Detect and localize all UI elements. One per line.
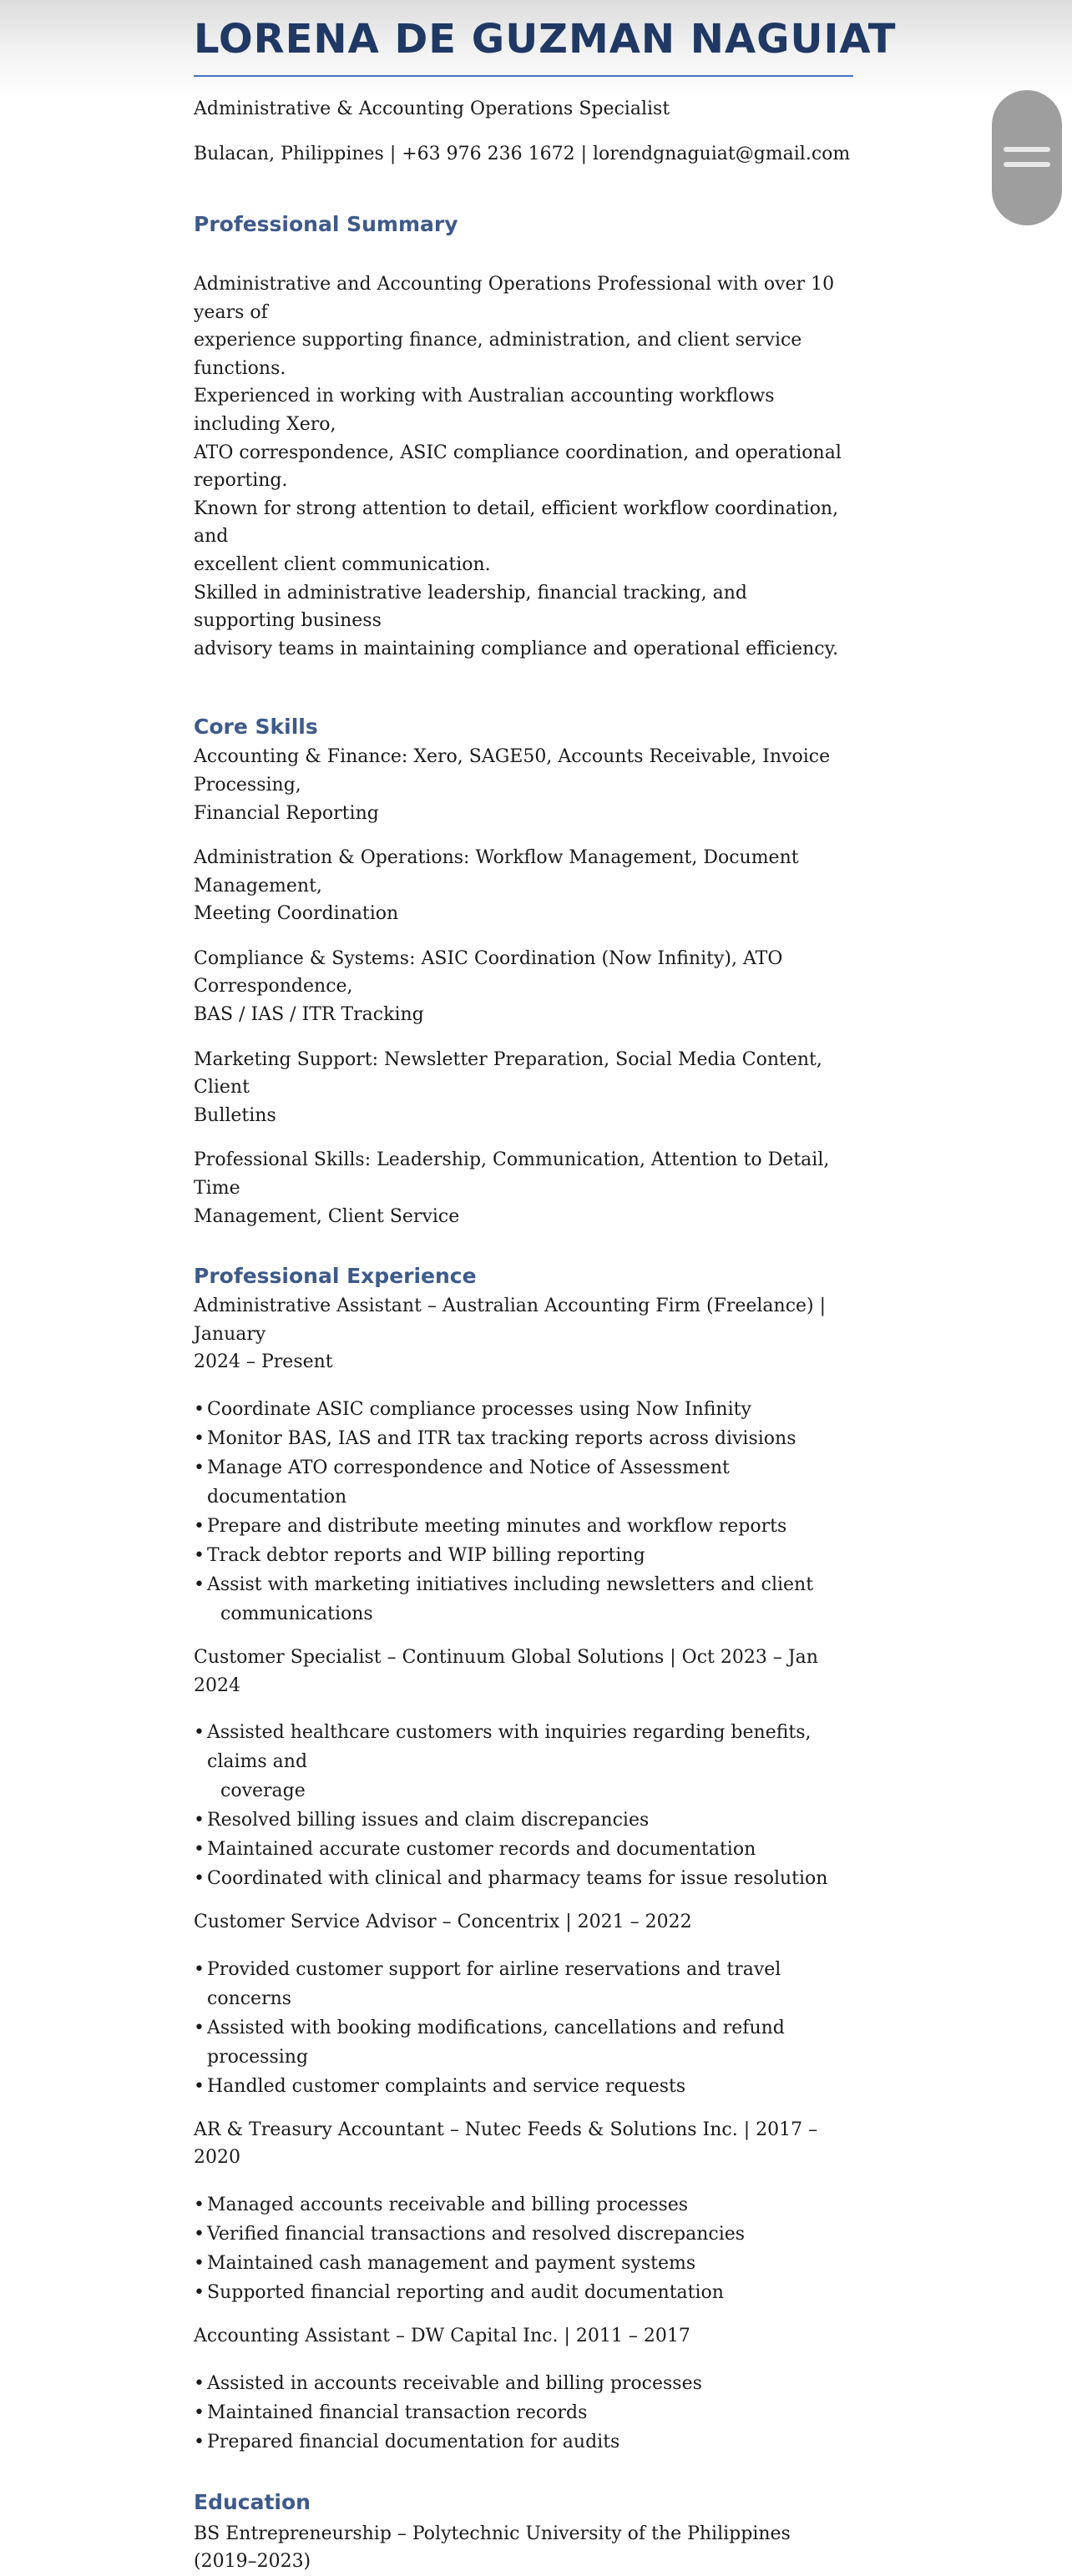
bullet-text: Managed accounts receivable and billing processes [207,2194,689,2215]
contact-info: Bulacan, Philippines | +63 976 236 1672 | lorendgnaguiat@gmail.com [194,144,851,164]
bullet-item [194,1424,853,1453]
bullet-item [194,2249,853,2278]
bullet-icon: • [194,2372,205,2394]
experience-heading: Professional Experience [194,1264,477,1289]
bullet-text: Provided customer support for airline reservations and travel concerns [207,1958,781,2009]
menu-icon-bar [1004,162,1050,167]
job-bullets [194,1955,853,2101]
name-underline [194,75,853,77]
bullet-icon: • [194,1399,205,1420]
job-entry [194,1644,853,1893]
resume-document [194,0,897,2576]
bullet-icon: • [194,2431,205,2452]
job-title: Administrative & Accounting Operations Specialist [194,98,670,119]
job-entry [194,1908,853,2101]
summary-line: ATO correspondence, ASIC compliance coordination, and operational reporting. [194,442,842,492]
skill-item [194,1146,853,1230]
skills-heading: Core Skills [194,715,318,740]
education-heading: Education [194,2489,311,2514]
job-bullets [194,2190,853,2307]
job-heading-line: Customer Specialist – Continuum Global Solutions | Oct 2023 – Jan 2024 [194,1647,818,1696]
bullet-text: Assisted in accounts receivable and billing processes [207,2372,702,2394]
skill-line: Accounting & Finance: Xero, SAGE50, Accounts Receivable, Invoice Processing, [194,746,831,796]
skill-line: Bulletins [194,1104,276,1126]
bullet-item [194,1806,853,1835]
summary-line: Administrative and Accounting Operations Professional with over 10 years of [194,274,835,323]
bullet-text: coverage [220,1780,306,1802]
bullet-text: Maintained cash management and payment systems [207,2252,696,2274]
job-heading-line: AR & Treasury Accountant – Nutec Feeds & Solutions Inc. | 2017 – 2020 [194,2119,818,2169]
bullet-icon: • [194,2017,205,2038]
bullet-icon: • [194,2075,205,2097]
job-entry [194,2322,853,2457]
education-entry: BS Entrepreneurship – Polytechnic University of the Philippines (2019–2023) [194,2523,791,2573]
bullet-text: Coordinated with clinical and pharmacy teams for issue resolution [207,1868,828,1890]
bullet-text: Coordinate ASIC compliance processes using Now Infinity [207,1399,751,1420]
bullet-text: communications [220,1604,373,1624]
bullet-item [194,1570,853,1629]
job-bullets [194,1395,853,1629]
summary-line: advisory teams in maintaining compliance and operational efficiency. [194,638,839,659]
bullet-item [194,1835,853,1864]
skill-line: Management, Client Service [194,1205,460,1227]
bullet-icon: • [194,1457,205,1478]
bullet-icon: • [194,1810,205,1831]
bullet-text: Track debtor reports and WIP billing reporting [207,1545,645,1566]
bullet-item [194,2398,853,2427]
bullet-text: Prepared financial documentation for audits [207,2431,620,2452]
summary-line: Skilled in administrative leadership, financial tracking, and supporting business [194,582,747,632]
bullet-item [194,2369,853,2398]
experience-list [194,1292,853,2456]
job-heading [194,2322,853,2351]
job-heading [194,1292,853,1376]
job-bullets [194,1718,853,1893]
skill-line: Financial Reporting [194,802,379,824]
bullet-item [194,2220,853,2249]
skill-line: Compliance & Systems: ASIC Coordination (Now Infinity), ATO Correspondence, [194,947,783,998]
bullet-icon: • [194,2223,205,2245]
bullet-item [194,2013,853,2072]
job-heading-line: Administrative Assistant – Australian Accounting Firm (Freelance) | January [194,1296,827,1345]
bullet-icon: • [194,1574,205,1595]
job-heading-line: 2024 – Present [194,1351,333,1373]
job-bullets [194,2369,853,2457]
skill-item [194,945,853,1029]
job-entry [194,1292,853,1629]
skill-item [194,743,853,827]
skill-item [194,844,853,928]
bullet-item [194,1541,853,1570]
bullet-text: Assisted healthcare customers with inquiries regarding benefits, claims and [207,1722,812,1773]
bullet-text: Resolved billing issues and claim discrepancies [207,1810,650,1831]
skills-list [194,743,853,1230]
bullet-icon: • [194,1958,205,1980]
summary-line: experience supporting finance, administration, and client service functions. [194,330,802,379]
bullet-text: Manage ATO correspondence and Notice of Assessment documentation [207,1457,730,1508]
bullet-text: Maintained accurate customer records and documentation [207,1839,756,1861]
bullet-icon: • [194,2194,205,2215]
skill-item [194,1046,853,1130]
bullet-icon: • [194,2281,205,2303]
bullet-item [194,2072,853,2101]
bullet-text: Monitor BAS, IAS and ITR tax tracking reports across divisions [207,1428,796,1449]
bullet-item [194,1955,853,2013]
bullet-item [194,2190,853,2220]
skill-line: Professional Skills: Leadership, Communication, Attention to Detail, Time [194,1149,830,1200]
job-heading [194,1644,853,1700]
bullet-item [194,1718,853,1806]
summary-text [194,270,853,663]
bullet-icon: • [194,1516,205,1537]
summary-line: Known for strong attention to detail, efficient workflow coordination, and [194,498,839,548]
bullet-item [194,2427,853,2457]
summary-heading: Professional Summary [194,212,458,236]
job-heading-line: Customer Service Advisor – Concentrix | 2021 – 2022 [194,1912,692,1933]
bullet-item [194,1864,853,1893]
bullet-icon: • [194,2252,205,2274]
skill-line: Administration & Operations: Workflow Management, Document Management, [194,847,799,897]
skill-line: Marketing Support: Newsletter Preparation, Social Media Content, Client [194,1048,822,1099]
bullet-item [194,1453,853,1512]
bullet-icon: • [194,1722,205,1744]
bullet-item [194,1395,853,1424]
candidate-name: LORENA DE GUZMAN NAGUIAT [194,16,897,63]
summary-line: excellent client communication. [194,553,491,575]
skill-line: BAS / IAS / ITR Tracking [194,1004,424,1026]
bullet-text: Verified financial transactions and resolved discrepancies [207,2223,746,2245]
bullet-icon: • [194,2402,205,2423]
bullet-item [194,1512,853,1541]
bullet-text: Assist with marketing initiatives including newsletters and client [207,1574,814,1595]
bullet-item [194,2278,853,2307]
bullet-icon: • [194,1428,205,1449]
job-heading-line: Accounting Assistant – DW Capital Inc. | 2011 – 2017 [194,2325,690,2346]
bullet-text: Prepare and distribute meeting minutes and workflow reports [207,1516,787,1537]
skill-line: Meeting Coordination [194,903,399,925]
job-heading [194,1908,853,1937]
job-entry [194,2116,853,2307]
menu-icon [1004,147,1050,152]
bullet-icon: • [194,1545,205,1566]
bullet-text: Supported financial reporting and audit documentation [207,2281,724,2303]
bullet-icon: • [194,1839,205,1861]
bullet-text: Assisted with booking modifications, cancellations and refund processing [207,2017,785,2068]
bullet-text: Handled customer complaints and service requests [207,2075,686,2097]
bullet-text: Maintained financial transaction records [207,2402,588,2423]
summary-line: Experienced in working with Australian accounting workflows including Xero, [194,386,775,435]
job-heading [194,2116,853,2172]
bullet-icon: • [194,1868,205,1890]
scroll-handle[interactable] [992,90,1062,225]
